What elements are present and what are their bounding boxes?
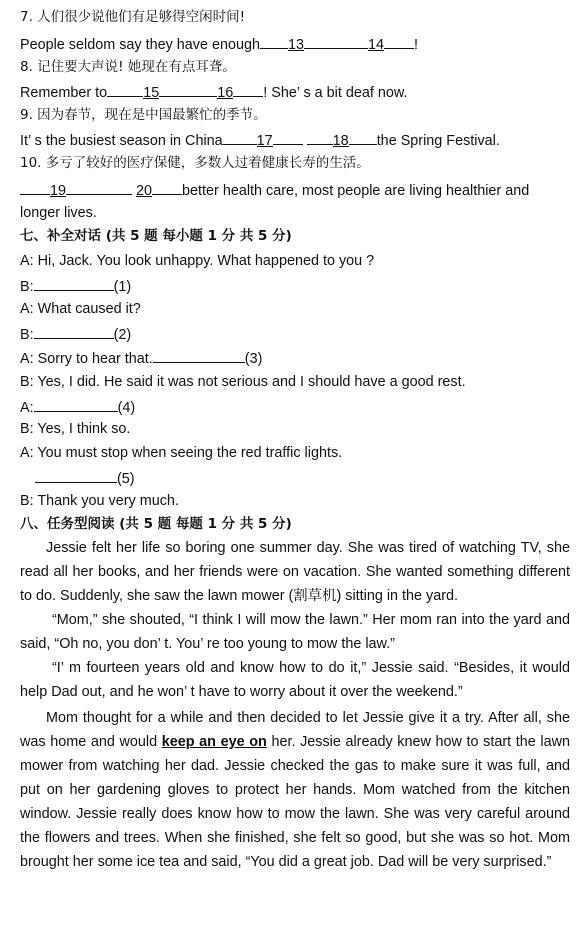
blank-17[interactable]	[273, 130, 303, 145]
paragraph-text: Mom thought for a while and then decided to let Jessie give it a try. After all, she was home and would	[20, 710, 570, 750]
speaker: A:	[20, 351, 34, 367]
answer-blank-5[interactable]	[35, 468, 117, 483]
q7-chinese: 7. 人们很少说他们有足够得空闲时间!	[20, 9, 246, 25]
q7-english	[20, 34, 574, 54]
q9-end: the Spring Festival.	[376, 133, 500, 149]
blank-18-lead[interactable]	[307, 130, 333, 145]
dialogue-text: Hi, Jack. You look unhappy. What happened to you ?	[37, 253, 375, 269]
dialogue-line	[20, 373, 574, 391]
blank-15-lead[interactable]	[107, 82, 143, 97]
q8-chinese: 8. 记住要大声说! 她现在有点耳聋。	[20, 59, 236, 75]
section8-heading: 八、任务型阅读 (共 5 题 每题 1 分 共 5 分)	[20, 516, 292, 532]
blank-19-lead[interactable]	[20, 180, 50, 195]
paragraph-text: her. Jessie already knew how to start the lawn mower from watching her dad. Jessie checked the gas to make sure it was full, and put on her gardening gloves to protect her hands. Mom watched from the kitchen window. Jessie really does know how to mow the lawn. She was very careful around the flowers and trees. When she finished, she felt so good, but she was so hot. Mom brought her some ice tea and said, “You did a great job. Dad will be very surprised.”	[20, 734, 571, 870]
blank-16[interactable]	[233, 82, 263, 97]
blank-20-label: 20	[136, 183, 153, 199]
answer-blank-2[interactable]	[34, 324, 114, 339]
q9-english	[20, 130, 574, 150]
underlined-phrase: keep an eye on	[161, 734, 267, 750]
answer-blank-4[interactable]	[34, 397, 118, 412]
speaker: B:	[20, 374, 34, 390]
dialogue-text: Thank you very much.	[37, 493, 179, 509]
blank-17-lead[interactable]	[223, 130, 257, 145]
passage-paragraph-3	[20, 656, 570, 704]
speaker: A:	[20, 400, 34, 416]
q10-chinese: 10. 多亏了较好的医疗保健，多数人过着健康长寿的生活。	[20, 155, 370, 171]
answer-number: (3)	[244, 351, 263, 367]
blank-13-label: 13	[288, 37, 305, 53]
dialogue-line	[20, 276, 574, 296]
q8-end: ! She’ s a bit deaf now.	[263, 85, 408, 101]
speaker: A:	[20, 301, 34, 317]
dialogue-text: Sorry to hear that.	[37, 351, 153, 367]
blank-19[interactable]	[66, 180, 132, 195]
speaker: A:	[20, 445, 34, 461]
dialogue-line	[20, 444, 574, 462]
speaker: B:	[20, 327, 34, 343]
paragraph-text: “Mom,” she shouted, “I think I will mow the lawn.” Her mom ran into the yard and said, “Oh no, you don’ t. You’ re too young to mow the law.”	[20, 612, 570, 652]
passage-paragraph-4	[20, 706, 570, 874]
blank-14[interactable]	[384, 34, 414, 49]
answer-number: (4)	[117, 400, 136, 416]
blank-13[interactable]	[304, 34, 368, 49]
speaker: B:	[20, 421, 34, 437]
q7-end: !	[414, 37, 419, 53]
dialogue-line	[20, 348, 574, 368]
q10-english	[20, 180, 574, 200]
blank-16-label: 16	[217, 85, 234, 101]
answer-blank-3[interactable]	[153, 348, 245, 363]
section7-heading: 七、补全对话 (共 5 题 每小题 1 分 共 5 分)	[20, 228, 292, 244]
dialogue-line	[20, 420, 574, 438]
q9-text: It’ s the busiest season in China	[20, 133, 223, 149]
blank-13-lead[interactable]	[260, 34, 288, 49]
q8-english	[20, 82, 574, 102]
dialogue-text: What caused it?	[37, 301, 141, 317]
dialogue-text: You must stop when seeing the red traffic lights.	[37, 445, 343, 461]
blank-18-label: 18	[332, 133, 349, 149]
answer-number: (2)	[113, 327, 132, 343]
answer-number: (1)	[113, 279, 132, 295]
q10-end: better health care, most people are living healthier and	[182, 183, 530, 199]
dialogue-line	[20, 492, 574, 510]
paragraph-text: Jessie felt her life so boring one summer day. She was tired of watching TV, she read all her books, and her friends were on vacation. She wanted something different to do. Suddenly, she saw the lawn mower (割草机) sitting in the yard.	[20, 540, 570, 604]
dialogue-line	[20, 324, 574, 344]
q8-text: Remember to	[20, 85, 108, 101]
blank-17-label: 17	[256, 133, 273, 149]
dialogue-text: Yes, I think so.	[37, 421, 131, 437]
dialogue-line	[20, 468, 574, 488]
answer-blank-1[interactable]	[34, 276, 114, 291]
dialogue-line	[20, 252, 574, 270]
speaker: A:	[20, 253, 34, 269]
q10-continuation: longer lives.	[20, 205, 97, 221]
q7-text: People seldom say they have enough	[20, 37, 261, 53]
paragraph-text: “I’ m fourteen years old and know how to do it,” Jessie said. “Besides, it would help Dad out, and he won’ t have to worry about it over the weekend.”	[20, 660, 570, 700]
blank-20[interactable]	[152, 180, 182, 195]
dialogue-text: Yes, I did. He said it was not serious and I should have a good rest.	[37, 374, 466, 390]
dialogue-line	[20, 300, 574, 318]
passage-paragraph-2	[20, 608, 570, 656]
blank-15-label: 15	[143, 85, 160, 101]
blank-19-label: 19	[50, 183, 67, 199]
dialogue-line	[20, 397, 574, 417]
blank-15[interactable]	[159, 82, 217, 97]
blank-14-label: 14	[368, 37, 385, 53]
answer-number: (5)	[117, 471, 135, 487]
speaker: B:	[20, 279, 34, 295]
passage-paragraph-1	[20, 536, 570, 608]
q9-chinese: 9. 因为春节，现在是中国最繁忙的季节。	[20, 107, 267, 123]
speaker: B:	[20, 493, 34, 509]
blank-18[interactable]	[349, 130, 377, 145]
